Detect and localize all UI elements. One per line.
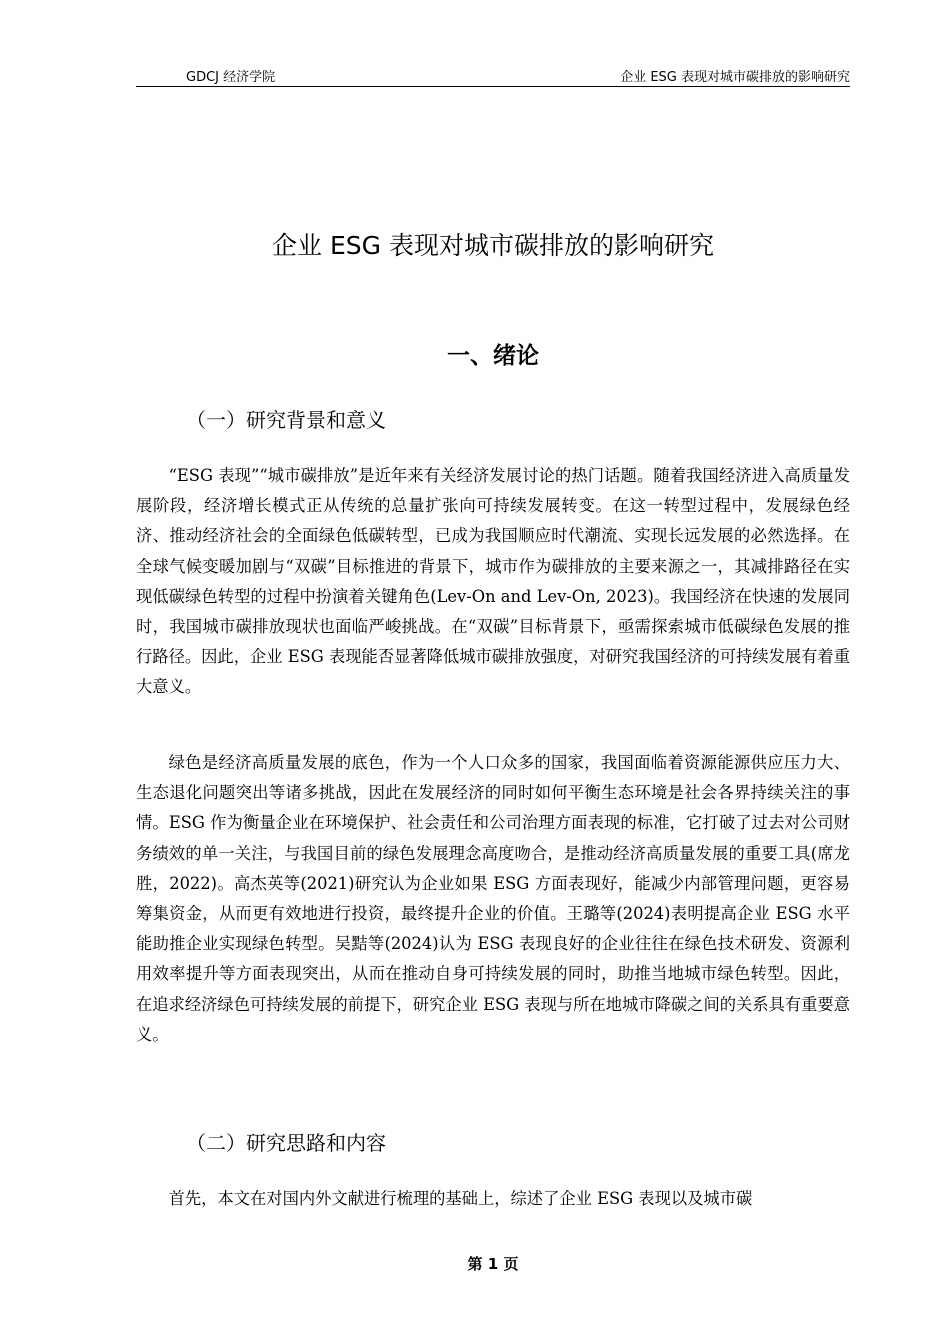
header-divider [136,86,850,87]
running-header-left: GDCJ 经济学院 [186,70,276,85]
section-heading-approach: （二）研究思路和内容 [186,1131,386,1155]
section-heading-background: （一）研究背景和意义 [186,408,386,432]
paragraph-background-1: “ESG 表现”“城市碳排放”是近年来有关经济发展讨论的热门话题。随着我国经济进入高质量发展阶段，经济增长模式正从传统的总量扩张向可持续发展转变。在这一转型过程中，发展绿色经济、推动经济社会的全面绿色低碳转型，已成为我国顺应时代潮流、实现长远发展的必然选择。在全球气候变暖加剧与“双碳”目标推进的背景下，城市作为碳排放的主要来源之一，其减排路径在实现低碳绿色转型的过程中扮演着关键角色(Lev-On and Lev-On, 2023)。我国经济在快速的发展同时，我国城市碳排放现状也面临严峻挑战。在“双碳”目标背景下，亟需探索城市低碳绿色发展的推行路径。因此，企业 ESG 表现能否显著降低城市碳排放强度，对研究我国经济的可持续发展有着重大意义。 [136,466,850,697]
page-prefix: 第 [467,1255,483,1273]
page-number: 1 [487,1255,499,1273]
document-title: 企业 ESG 表现对城市碳排放的影响研究 [272,231,714,260]
paragraph-background-2: 绿色是经济高质量发展的底色，作为一个人口众多的国家，我国面临着资源能源供应压力大、生态退化问题突出等诸多挑战，因此在发展经济的同时如何平衡生态环境是社会各界持续关注的事情。ESG 作为衡量企业在环境保护、社会责任和公司治理方面表现的标准，它打破了过去对公司财务绩效的单一关注，与我国目前的绿色发展理念高度吻合，是推动经济高质量发展的重要工具(席龙胜，2022)。高杰英等(2021)研究认为企业如果 ESG 方面表现好，能减少内部管理问题，更容易筹集资金，从而更有效地进行投资，最终提升企业的价值。王璐等(2024)表明提高企业 ESG 水平能助推企业实现绿色转型。吴黠等(2024)认为 ESG 表现良好的企业往往在绿色技术研发、资源利用效率提升等方面表现突出，从而在推动自身可持续发展的同时，助推当地城市绿色转型。因此，在追求经济绿色可持续发展的前提下，研究企业 ESG 表现与所在地城市降碳之间的关系具有重要意义。 [136,753,850,1044]
chapter-heading: 一、绪论 [447,343,539,369]
paragraph-approach-1: 首先，本文在对国内外文献进行梳理的基础上，综述了企业 ESG 表现以及城市碳 [168,1189,753,1208]
page-suffix: 页 [503,1255,519,1273]
running-header-right: 企业 ESG 表现对城市碳排放的影响研究 [620,70,850,85]
page-footer [136,1253,850,1274]
